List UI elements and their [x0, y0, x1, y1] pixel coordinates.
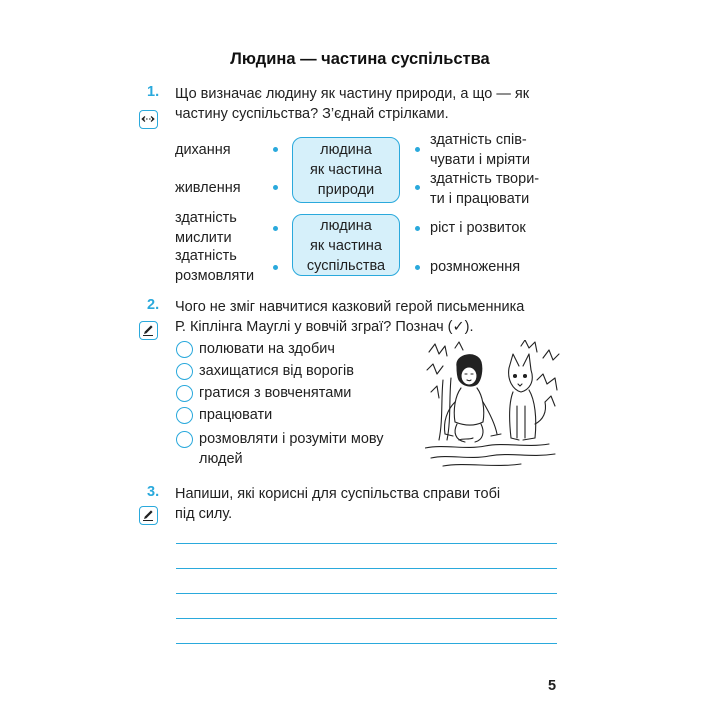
left-item-text: мислити — [175, 230, 232, 246]
writing-line[interactable] — [176, 543, 557, 544]
task-2-text-line: Чого не зміг навчитися казковий герой письменника — [175, 299, 525, 315]
nature-bubble — [292, 137, 400, 203]
option-label: працювати — [199, 407, 273, 423]
option-checkbox[interactable] — [176, 385, 193, 402]
writing-line[interactable] — [176, 643, 557, 644]
option-label: гратися з вовченятами — [199, 385, 352, 401]
task-3-number: 3. — [147, 484, 160, 500]
task-1-text-line: частину суспільства? З’єднай стрілками. — [175, 106, 449, 122]
option-checkbox[interactable] — [176, 431, 193, 448]
pencil-icon — [139, 506, 158, 525]
bubble-line: людина — [320, 142, 372, 158]
right-item — [430, 130, 530, 170]
bubble-line: як частина — [310, 162, 382, 178]
right-item — [430, 169, 539, 209]
left-item — [175, 140, 231, 160]
option-checkbox[interactable] — [176, 407, 193, 424]
left-item-text: дихання — [175, 142, 231, 158]
bubble-line: як частина — [310, 238, 382, 254]
right-item-text: ріст і розвиток — [430, 220, 526, 236]
right-item-text: здатність твори- — [430, 171, 540, 187]
task-1-text — [175, 84, 557, 124]
option-label: захищатися від ворогів — [199, 363, 354, 379]
option-label-line: людей — [199, 451, 243, 467]
writing-line[interactable] — [176, 618, 557, 619]
task-3-text-line: Напиши, які корисні для суспільства справи тобі — [175, 486, 501, 502]
task-1-number: 1. — [147, 84, 160, 100]
writing-line[interactable] — [176, 593, 557, 594]
task-2-text — [175, 297, 557, 337]
connector-dot[interactable] — [273, 147, 278, 152]
task-3-text-line: під силу. — [175, 506, 233, 522]
right-item — [430, 218, 526, 238]
left-item-text: живлення — [175, 180, 241, 196]
option-label — [199, 429, 384, 469]
page-title: Людина — частина суспільства — [230, 50, 490, 68]
connector-dot[interactable] — [415, 185, 420, 190]
left-item — [175, 178, 241, 198]
left-item — [175, 246, 254, 286]
writing-line[interactable] — [176, 568, 557, 569]
task-3-text — [175, 484, 557, 524]
left-item — [175, 208, 237, 248]
mowgli-illustration — [425, 340, 561, 472]
bubble-line: природи — [317, 182, 375, 198]
pencil-icon — [139, 321, 158, 340]
task-1-text-line: Що визначає людину як частину природи, а що — як — [175, 86, 530, 102]
connector-dot[interactable] — [273, 185, 278, 190]
connector-dot[interactable] — [273, 226, 278, 231]
option-checkbox[interactable] — [176, 341, 193, 358]
task-2-number: 2. — [147, 297, 160, 313]
connector-dot[interactable] — [415, 147, 420, 152]
right-item-text: чувати і мріяти — [430, 152, 530, 168]
right-item-text: ти і працювати — [430, 191, 530, 207]
society-bubble — [292, 214, 400, 276]
left-item-text: здатність — [175, 210, 237, 226]
option-label-line: розмовляти і розуміти мову — [199, 431, 384, 447]
connector-dot[interactable] — [273, 265, 278, 270]
page-number: 5 — [548, 678, 557, 694]
option-label: полювати на здобич — [199, 341, 335, 357]
task-2-text-line: Р. Кіплінга Мауглі у вовчій зграї? Познач (✓). — [175, 319, 474, 335]
right-item-text: здатність спів- — [430, 132, 527, 148]
connector-dot[interactable] — [415, 265, 420, 270]
right-item-text: розмноження — [430, 259, 521, 275]
left-item-text: розмовляти — [175, 268, 255, 284]
bubble-line: людина — [320, 218, 372, 234]
option-checkbox[interactable] — [176, 363, 193, 380]
right-item — [430, 257, 520, 277]
left-item-text: здатність — [175, 248, 237, 264]
double-arrow-icon — [139, 110, 158, 129]
connector-dot[interactable] — [415, 226, 420, 231]
bubble-line: суспільства — [306, 258, 386, 274]
